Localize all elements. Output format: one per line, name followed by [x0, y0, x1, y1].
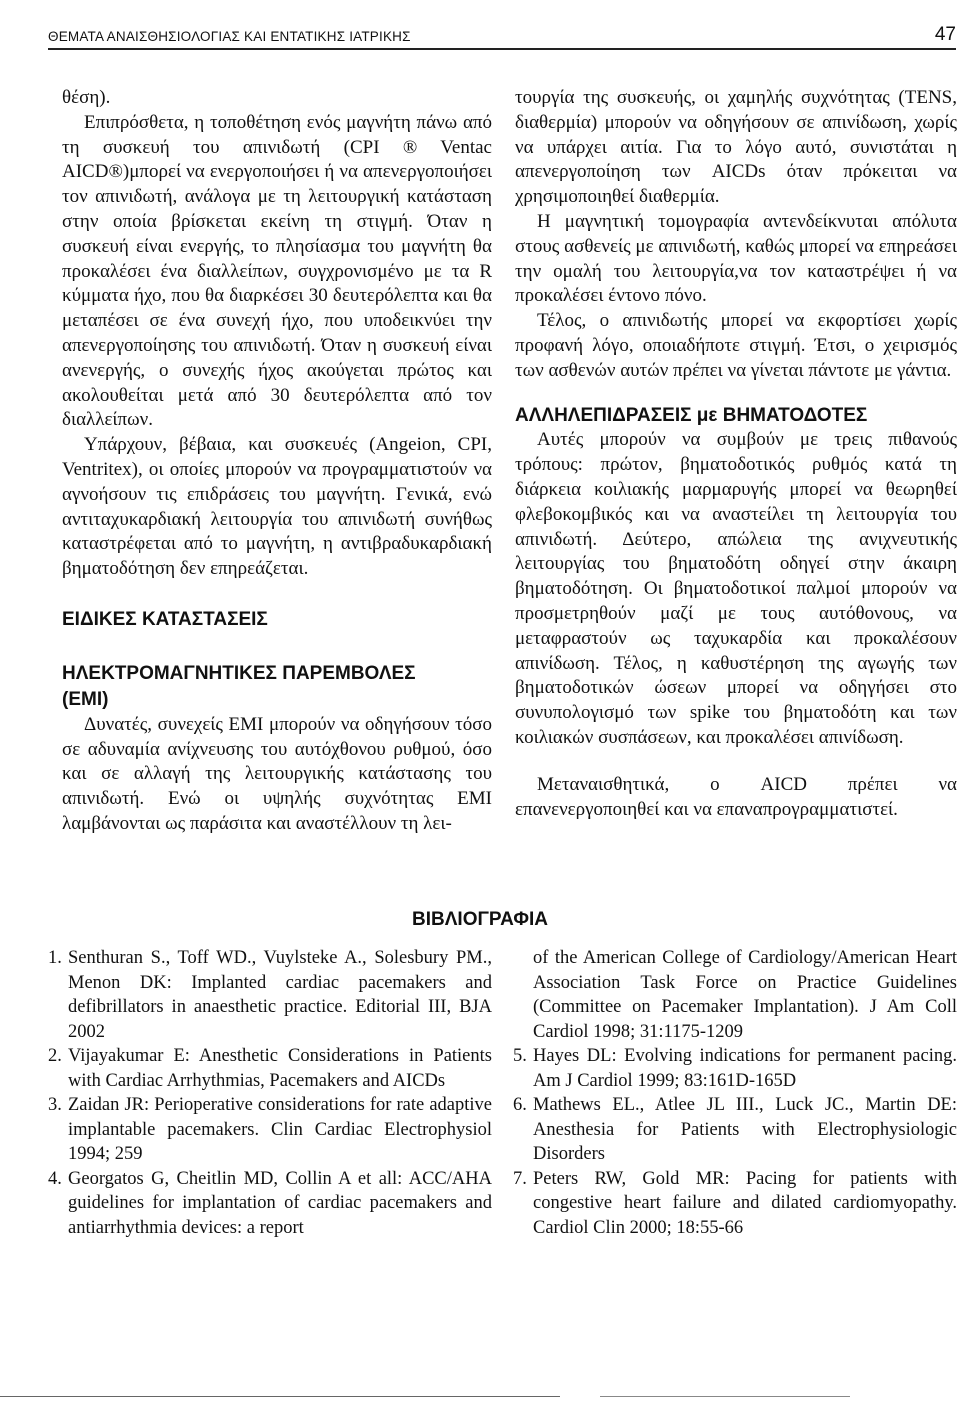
paragraph: τουργία της συσκευής, οι χαμηλής συχνότητας (TENS, διαθερμία) μπορούν να οδηγήσουν σε απινίδωση, χωρίς να υπάρχει αιτία. Για το λόγο αυτό, συνιστάται η απενεργοποίηση των AICDs όταν πρόκειται να χρησιμοποιηθεί διαθερμία. — [515, 87, 957, 208]
reference-text: Peters RW, Gold MR: Pacing for patients with congestive heart failure and dilated cardiomyopathy. Cardiol Clin 2000; 18:55-66 — [533, 1168, 957, 1238]
reference-item — [513, 1093, 957, 1167]
subsection-heading-line: (EMI) — [62, 688, 109, 710]
reference-text: Senthuran S., Toff WD., Vuylsteke A., Solesbury PM., Menon DK: Implanted cardiac pacemakers and defibrillators in anaesthetic practice. Editorial III, BJA 2002 — [68, 948, 492, 1042]
page-number: 47 — [934, 24, 956, 45]
reference-text: Zaidan JR: Perioperative considerations for rate adaptive implantable pacemakers. Clin Cardiac Electrophysiol 1994; 259 — [68, 1095, 492, 1164]
reference-text: Vijayakumar E: Anesthetic Considerations in Patients with Cardiac Arrhythmias, Pacemakers and AICDs — [68, 1046, 492, 1091]
reference-continuation: of the American College of Cardiology/American Heart Association Task Force on Practice Guidelines (Committee on Pacemaker Implantation). J Am Coll Cardiol 1998; 31:1175-1209 — [533, 948, 957, 1042]
reference-number: 7. — [513, 1168, 527, 1189]
subsection-heading-line: ΗΛΕΚΤΡΟΜΑΓΝΗΤΙΚΕΣ ΠΑΡΕΜΒΟΛΕΣ — [62, 662, 416, 684]
right-column — [515, 86, 957, 822]
reference-number: 6. — [513, 1095, 527, 1115]
left-column — [62, 86, 492, 837]
paragraph: Αυτές μπορούν να συμβούν με τρεις πιθανούς τρόπους: πρώτον, βηματοδοτικός ρυθμός κατά τη διάρκεια κοιλιακής μαρμαρυγής μπορεί να θεωρηθεί φλεβοκομβικός και να αναστείλει τη λειτουργία του απινιδωτή. Δεύτερο, απώλεια της ανιχνευτικής λειτουργίας του βηματοδότη οδηγεί στην άκαιρη βηματοδότηση. Οι βηματοδοτικοί παλμοί μπορούν να προσμετρηθούν μαζί με τους αυτόθονους, να μεταφραστούν ως ταχυκαρδία και προκαλέσουν απινίδωση. Τέλος, η καθυστέρηση της αγωγής των βηματοδοτικών ώσεων μπορεί να οδηγήσει στο συνυπολογισμό των spike του βηματοδότη και των κοιλιακών συσπάσεων, και προκαλέσει απινίδωση. — [515, 429, 957, 748]
journal-title: ΘΕΜΑΤΑ ΑΝΑΙΣΘΗΣΙΟΛΟΓΙΑΣ ΚΑΙ ΕΝΤΑΤΙΚΗΣ ΙΑΤΡΙΚΗΣ — [48, 29, 411, 44]
bibliography-right-column — [513, 946, 957, 1240]
footer-rule — [600, 1396, 850, 1397]
reference-item — [48, 946, 492, 1044]
reference-number: 1. — [48, 948, 62, 968]
paragraph: Μεταναισθητικά, ο AICD πρέπει να επανενεργοποιηθεί και να επαναπρογραμματιστεί. — [515, 773, 957, 820]
reference-text: Mathews EL., Atlee JL III., Luck JC., Martin DE: Anesthesia for Patients with Electrophysiologic Disorders — [533, 1095, 957, 1164]
section-heading: ΕΙΔΙΚΕΣ ΚΑΤΑΣΤΑΣΕΙΣ — [62, 608, 268, 630]
reference-text: Hayes DL: Evolving indications for permanent pacing. Am J Cardiol 1999; 83:161D-165D — [533, 1046, 957, 1091]
footer-rule — [0, 1396, 560, 1397]
paragraph: Επιπρόσθετα, η τοποθέτηση ενός μαγνήτη πάνω από τη συσκευή του απινιδωτή (CPI ® Ventac AICD®)μπορεί να ενεργοποιήσει ή να απενεργοποιήσει τον απινιδωτή, ανάλογα με τη λειτουργική κατάσταση στην οποία βρίσκεται εκείνη τη στιγμή. Όταν η συσκευή είναι ενεργής, το πλησίασμα του μαγνήτη θα προκαλέσει ένα διαλλείπων, συγχρονισμένο με τα R κύμματα ήχο, που θα διαρκέσει 30 δευτερόλεπτα και θα μεταπέσει σε ένα συνεχή ήχο, που υποδεικνύει την απενεργοποίησης του απινιδωτή. Όταν η συσκευή είναι ανενεργής, ο συνεχής ήχος ακούγεται πρώτος και ακολουθείται μετά από 30 δευτερόλεπτα από τον διαλλείπων. — [62, 111, 492, 431]
reference-number: 2. — [48, 1046, 62, 1066]
paragraph: Τέλος, ο απινιδωτής μπορεί να εκφορτίσει χωρίς προφανή λόγο, οποιαδήποτε στιγμή. Έτσι, ο χειρισμός των ασθενών αυτών πρέπει να γίνεται πάντοτε με γάντια. — [515, 310, 957, 381]
reference-number: 5. — [513, 1046, 527, 1066]
running-header — [48, 26, 956, 50]
subsection-heading — [62, 661, 492, 713]
reference-item — [48, 1093, 492, 1167]
bibliography-left-column — [48, 946, 492, 1240]
paragraph: θέση). — [62, 87, 111, 108]
paragraph: Δυνατές, συνεχείς EMI μπορούν να οδηγήσουν τόσο σε αδυναμία ανίχνευσης του αυτόχθονου ρυθμού, όσο και σε αλλαγή της λειτουργικής κατάστασης του απινιδωτή. Ενώ οι υψηλής συχνότητας EMI λαμβάνονται ως παράσιτα και αναστέλλουν τη λει- — [62, 713, 492, 834]
paragraph: Υπάρχουν, βέβαια, και συσκευές (Angeion, CPI, Ventritex), οι οποίες μπορούν να προγραμματιστούν να αγνοήσουν τις επιδράσεις του μαγνήτη. Γενικά, ενώ αντιταχυκαρδιακή λειτουργία του απινιδωτή συνήθως καταστρέφεται από το μαγνήτη, η αντιβραδυκαρδιακή βηματοδότηση δεν επηρεάζεται. — [62, 434, 492, 580]
reference-item — [48, 1044, 492, 1093]
reference-item — [48, 1167, 492, 1241]
reference-item — [513, 1044, 957, 1093]
paragraph: Η μαγνητική τομογραφία αντενδείκνυται απόλυτα στους ασθενείς με απινιδωτή, καθώς μπορεί να επηρεάσει την ομαλή του λειτουργία,να τον καταστρέψει ή να προκαλέσει έντονο πόνο. — [515, 210, 957, 307]
reference-item — [513, 1167, 957, 1241]
bibliography-heading: ΒΙΒΛΙΟΓΡΑΦΙΑ — [412, 909, 548, 930]
reference-number: 3. — [48, 1095, 62, 1115]
reference-text: Georgatos G, Cheitlin MD, Collin A et all: ACC/AHA guidelines for implantation of cardiac pacemakers and antiarrhythmia devices: a report — [68, 1168, 492, 1238]
reference-number: 4. — [48, 1168, 62, 1189]
section-heading: ΑΛΛΗΛΕΠΙΔΡΑΣΕΙΣ με ΒΗΜΑΤΟΔΟΤΕΣ — [515, 404, 868, 426]
